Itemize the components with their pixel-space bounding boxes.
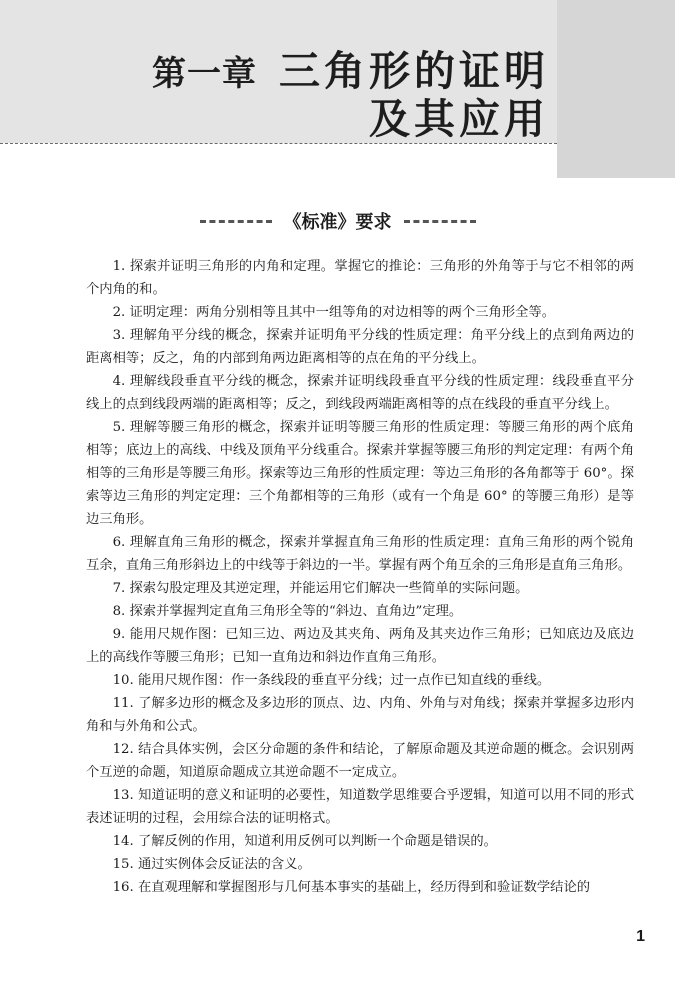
section-heading-text: 《标准》要求 — [283, 212, 392, 233]
requirement-item: 7. 探索勾股定理及其逆定理，并能运用它们解决一些简单的实际问题。 — [112, 581, 529, 596]
requirement-item: 16. 在直观理解和掌握图形与几何基本事实的基础上，经历得到和验证数学结论的 — [112, 880, 591, 895]
header-tab — [557, 0, 675, 178]
requirement-item: 12. 结合具体实例，会区分命题的条件和结论，了解原命题及其逆命题的概念。会识别两个互逆的命题，知道原命题成立其逆命题不一定成立。 — [86, 742, 634, 780]
requirement-item: 5. 理解等腰三角形的概念，探索并证明等腰三角形的性质定理：等腰三角形的两个底角相等；底边上的高线、中线及顶角平分线重合。探索并掌握等腰三角形的判定定理：有两个角相等的三角形是等腰三角形。探索等边三角形的性质定理：等边三角形的各角都等于 60°。探索等边三角形的判定定理：三个角都相等的三角形（或有一个角是 60° 的等腰三角形）是等边三角形。 — [86, 420, 634, 527]
requirement-item: 8. 探索并掌握判定直角三角形全等的“斜边、直角边”定理。 — [112, 604, 463, 619]
requirement-item: 11. 了解多边形的概念及多边形的顶点、边、内角、外角与对角线；探索并掌握多边形内角和与外角和公式。 — [86, 696, 634, 734]
requirement-item: 10. 能用尺规作图：作一条线段的垂直平分线；过一点作已知直线的垂线。 — [112, 673, 551, 688]
chapter-label: 第一章 — [152, 54, 257, 94]
requirement-item: 3. 理解角平分线的概念，探索并证明角平分线的性质定理：角平分线上的点到角两边的距离相等；反之，角的内部到角两边距离相等的点在角的平分线上。 — [86, 328, 634, 366]
page-number: 1 — [636, 928, 645, 945]
requirement-item: 13. 知道证明的意义和证明的必要性，知道数学思维要合乎逻辑，知道可以用不同的形式表述证明的过程，会用综合法的证明格式。 — [86, 788, 634, 826]
requirement-item: 9. 能用尺规作图：已知三边、两边及其夹角、两角及其夹边作三角形；已知底边及底边上的高线作等腰三角形；已知一直角边和斜边作直角三角形。 — [86, 627, 634, 665]
requirement-item: 1. 探索并证明三角形的内角和定理。掌握它的推论：三角形的外角等于与它不相邻的两个内角的和。 — [86, 259, 634, 297]
requirement-item: 15. 通过实例体会反证法的含义。 — [112, 857, 311, 872]
requirement-item: 2. 证明定理：两角分别相等且其中一组等角的对边相等的两个三角形全等。 — [112, 305, 556, 320]
requirements-list — [86, 255, 634, 899]
requirement-item: 14. 了解反例的作用，知道利用反例可以判断一个命题是错误的。 — [112, 834, 497, 849]
requirement-item: 6. 理解直角三角形的概念，探索并掌握直角三角形的性质定理：直角三角形的两个锐角互余，直角三角形斜边上的中线等于斜边的一半。掌握有两个角互余的三角形是直角三角形。 — [86, 535, 634, 573]
heading-rule-right — [404, 220, 476, 223]
heading-rule-left — [200, 220, 272, 223]
requirement-item: 4. 理解线段垂直平分线的概念，探索并证明线段垂直平分线的性质定理：线段垂直平分线上的点到线段两端的距离相等；反之，到线段两端距离相等的点在线段的垂直平分线上。 — [86, 374, 634, 412]
section-heading — [0, 208, 675, 234]
chapter-title-line1: 三角形的证明 — [279, 47, 549, 95]
chapter-title-line2: 及其应用 — [369, 95, 549, 143]
